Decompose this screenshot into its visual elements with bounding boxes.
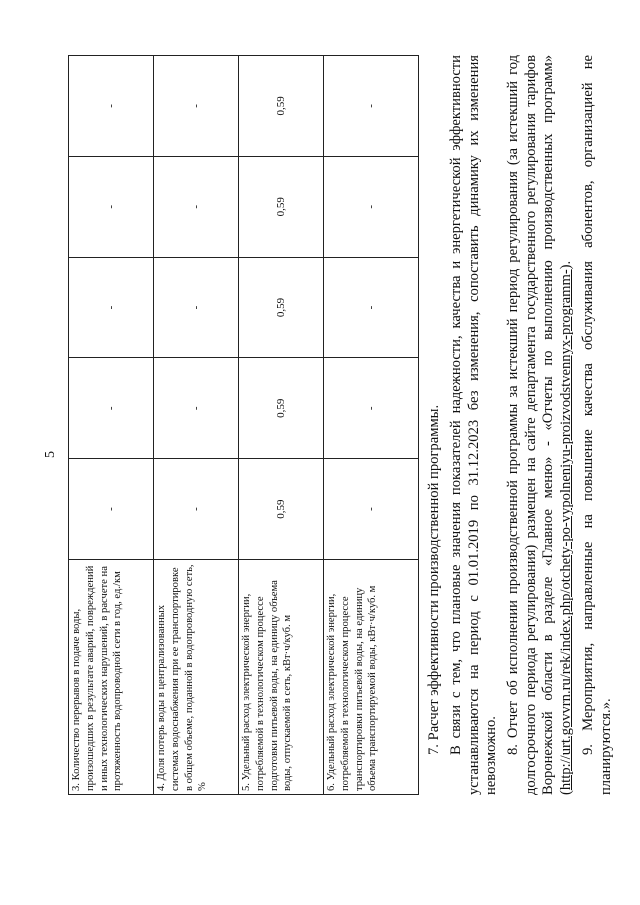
page-number: 5 [43, 451, 58, 458]
paragraph-8-end: ). [557, 260, 574, 270]
value-cell: 0,59 [239, 459, 324, 560]
value-cell: - [324, 459, 419, 560]
indicator-cell: 5. Удельный расход электрической энергии, потребляемой в технологическом процессе подготовки питьевой воды, на единицу объема воды, отпускаемой в сеть, кВт·ч/куб. м [239, 559, 324, 794]
paragraph-7: В связи с тем, что плановые значения показателей надежности, качества и энергетической эффективности устанавливаются на период с 01.01.2019 по 31.12.2023 без изменения, сопоставить динамику их изменения невозможно. [448, 55, 500, 795]
value-cell: - [69, 56, 154, 157]
paragraph-9: 9. Мероприятия, направленные на повышение качества обслуживания абонентов, организацией не планируются.». [580, 55, 614, 795]
value-cell: - [69, 358, 154, 459]
value-cell: - [324, 156, 419, 257]
table-row [324, 56, 419, 795]
indicator-cell: 4. Доля потерь воды в централизованных системах водоснабжения при ее транспортировке в общем объеме, поданной в водопроводную сеть, % [154, 559, 239, 794]
paragraph-8-text: 8. Отчет об исполнении производственной программы за истекший период регулирования (за истекший год долгосрочного периода регулирования) размещен на сайте департамента государственного регулирования тарифов Воронежской области в разделе «Главное меню» - «Отчеты по выполнению производственных программ» ( [505, 55, 574, 795]
value-cell: - [324, 257, 419, 358]
report-link[interactable]: http://urt.govvrn.ru/rek/index.php/otchety-po-vypolneniyu-proizvodstvennyx-programm- [557, 269, 574, 791]
value-cell: 0,59 [239, 156, 324, 257]
table-row [239, 56, 324, 795]
value-cell: - [69, 156, 154, 257]
value-cell: - [154, 358, 239, 459]
paragraph-8 [505, 55, 575, 795]
value-cell: 0,59 [239, 56, 324, 157]
section-7-heading: 7. Расчет эффективности производственной программы. [426, 404, 442, 755]
indicator-cell: 6. Удельный расход электрической энергии, потребляемой в технологическом процессе транспортировки питьевой воды, на единицу объема транспортируемой воды, кВт·ч/куб. м [324, 559, 419, 794]
value-cell: - [154, 56, 239, 157]
table-row [69, 56, 154, 795]
indicator-cell: 3. Количество перерывов в подаче воды, произошедших в результате аварий, повреждений и иных технологических нарушений, в расчете на протяженность водопроводной сети в год, ед./км [69, 559, 154, 794]
table-row [154, 56, 239, 795]
value-cell: - [154, 257, 239, 358]
value-cell: - [154, 156, 239, 257]
value-cell: - [324, 358, 419, 459]
value-cell: - [324, 56, 419, 157]
value-cell: 0,59 [239, 358, 324, 459]
indicators-table [68, 55, 419, 795]
value-cell: - [154, 459, 239, 560]
value-cell: - [69, 459, 154, 560]
value-cell: - [69, 257, 154, 358]
value-cell: 0,59 [239, 257, 324, 358]
